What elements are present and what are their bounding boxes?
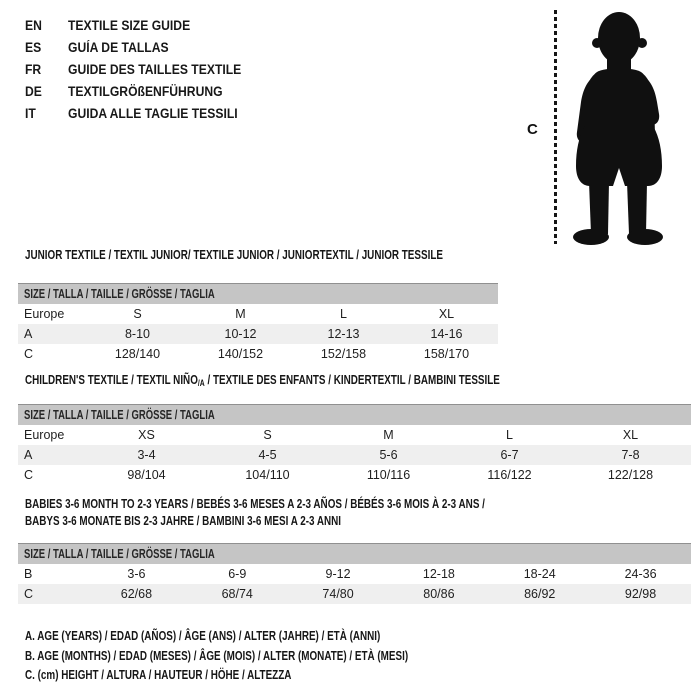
language-code: IT [25, 105, 36, 121]
size-cell: L [506, 428, 513, 442]
size-cell: M [235, 307, 246, 321]
age-cell: 5-6 [379, 448, 398, 462]
footnote-legend [25, 626, 529, 685]
language-label: TEXTILE SIZE GUIDE [68, 17, 191, 33]
footnote-age-months: B. AGE (MONTHS) / EDAD (MESES) / ÂGE (MOIS) / ALTER (MONATE) / ETÀ (MESI) [25, 647, 409, 663]
language-row-de [25, 80, 261, 102]
height-cell: 98/104 [127, 468, 166, 482]
height-cell: 122/128 [607, 468, 654, 482]
babies-size-table [18, 543, 691, 604]
language-code: FR [25, 61, 42, 77]
height-cell: 110/116 [366, 468, 411, 482]
footnote-age-years: A. AGE (YEARS) / EDAD (AÑOS) / ÂGE (ANS) / ALTER (JAHRE) / ETÀ (ANNI) [25, 628, 381, 643]
language-row-es [25, 36, 261, 58]
language-code: ES [25, 39, 42, 55]
height-cell: 68/74 [221, 587, 253, 601]
language-row-fr [25, 58, 261, 80]
height-cell: 104/110 [245, 468, 290, 482]
size-header-bar [18, 283, 498, 304]
language-code: EN [25, 17, 42, 33]
table-row-months [18, 564, 691, 584]
height-cell: 116/122 [487, 468, 532, 482]
height-cell: 80/86 [423, 587, 455, 601]
language-label: GUIDA ALLE TAGLIE TESSILI [68, 105, 238, 121]
language-label: TEXTILGRÖßENFÜHRUNG [68, 83, 223, 99]
row-label: A [24, 327, 33, 341]
age-cell: 3-4 [137, 448, 156, 462]
height-cell: 86/92 [524, 587, 556, 601]
table-row-age [18, 445, 691, 465]
age-cell: 8-10 [124, 327, 151, 341]
size-cell: M [383, 428, 394, 442]
table-row-height [18, 584, 691, 604]
age-cell: 14-16 [430, 327, 463, 341]
height-cell: 158/170 [423, 347, 470, 361]
table-row-age [18, 324, 498, 344]
height-cell: 152/158 [320, 347, 367, 361]
title-subscript: /A [197, 378, 205, 388]
footnote-height: C. (cm) HEIGHT / ALTURA / HAUTEUR / HÖHE / ALTEZZA [25, 667, 292, 682]
table-row-europe [18, 425, 691, 445]
age-cell: 10-12 [224, 327, 257, 341]
height-cell: 92/98 [624, 587, 657, 601]
age-cell: 6-7 [500, 448, 519, 462]
age-cell: 4-5 [258, 448, 277, 462]
children-size-table [18, 404, 691, 485]
table-row-height [18, 344, 498, 364]
row-label: C [24, 468, 34, 482]
months-cell: 3-6 [127, 567, 146, 581]
age-cell: 12-13 [327, 327, 360, 341]
months-cell: 9-12 [325, 567, 351, 581]
row-label: Europe [24, 428, 65, 442]
junior-size-table [18, 283, 498, 364]
months-cell: 24-36 [624, 567, 657, 581]
language-label: GUIDE DES TAILLES TEXTILE [68, 61, 242, 77]
language-label: GUÍA DE TALLAS [68, 39, 169, 55]
months-cell: 6-9 [228, 567, 247, 581]
size-header-label: SIZE / TALLA / TAILLE / GRÖSSE / TAGLIA [24, 408, 215, 422]
height-cell: 140/152 [217, 347, 264, 361]
table-row-height [18, 465, 691, 485]
row-label: Europe [24, 307, 65, 321]
language-row-it [25, 102, 261, 124]
children-section-title: CHILDREN'S TEXTILE / TEXTIL NIÑO/A / TEXTILE DES ENFANTS / KINDERTEXTIL / BAMBINI TESSILE [25, 372, 500, 388]
row-label: A [24, 448, 33, 462]
table-row-europe [18, 304, 498, 324]
height-measure-dashed-line [554, 10, 557, 244]
size-cell: S [263, 428, 272, 442]
size-cell: L [340, 307, 347, 321]
height-measure-label: C [527, 121, 538, 138]
height-cell: 74/80 [322, 587, 354, 601]
row-label: C [24, 587, 34, 601]
size-cell: S [133, 307, 142, 321]
size-header-label: SIZE / TALLA / TAILLE / GRÖSSE / TAGLIA [24, 287, 215, 301]
size-header-label: SIZE / TALLA / TAILLE / GRÖSSE / TAGLIA [24, 547, 215, 561]
size-header-bar [18, 404, 691, 425]
height-cell: 128/140 [114, 347, 161, 361]
months-cell: 18-24 [523, 567, 556, 581]
size-cell: XL [438, 307, 455, 321]
age-cell: 7-8 [621, 448, 640, 462]
language-code: DE [25, 83, 42, 99]
months-cell: 12-18 [422, 567, 455, 581]
row-label: B [24, 567, 33, 581]
height-cell: 62/68 [120, 587, 153, 601]
size-cell: XL [622, 428, 639, 442]
toddler-silhouette-icon [565, 8, 665, 248]
babies-section-title: BABIES 3-6 MONTH TO 2-3 YEARS / BEBÉS 3-6 MESES A 2-3 AÑOS / BÉBÉS 3-6 MOIS À 2-3 ANS / BABYS 3-6 MONATE BIS 2-3 JAHRE / BAMBINI 3-6 MESI A 2-3 ANNI [25, 496, 485, 528]
size-cell: XS [138, 428, 155, 442]
language-list [25, 14, 261, 124]
junior-section-title: JUNIOR TEXTILE / TEXTIL JUNIOR/ TEXTILE JUNIOR / JUNIORTEXTIL / JUNIOR TESSILE [25, 247, 443, 262]
row-label: C [24, 347, 34, 361]
language-row-en [25, 14, 261, 36]
size-header-bar [18, 543, 691, 564]
